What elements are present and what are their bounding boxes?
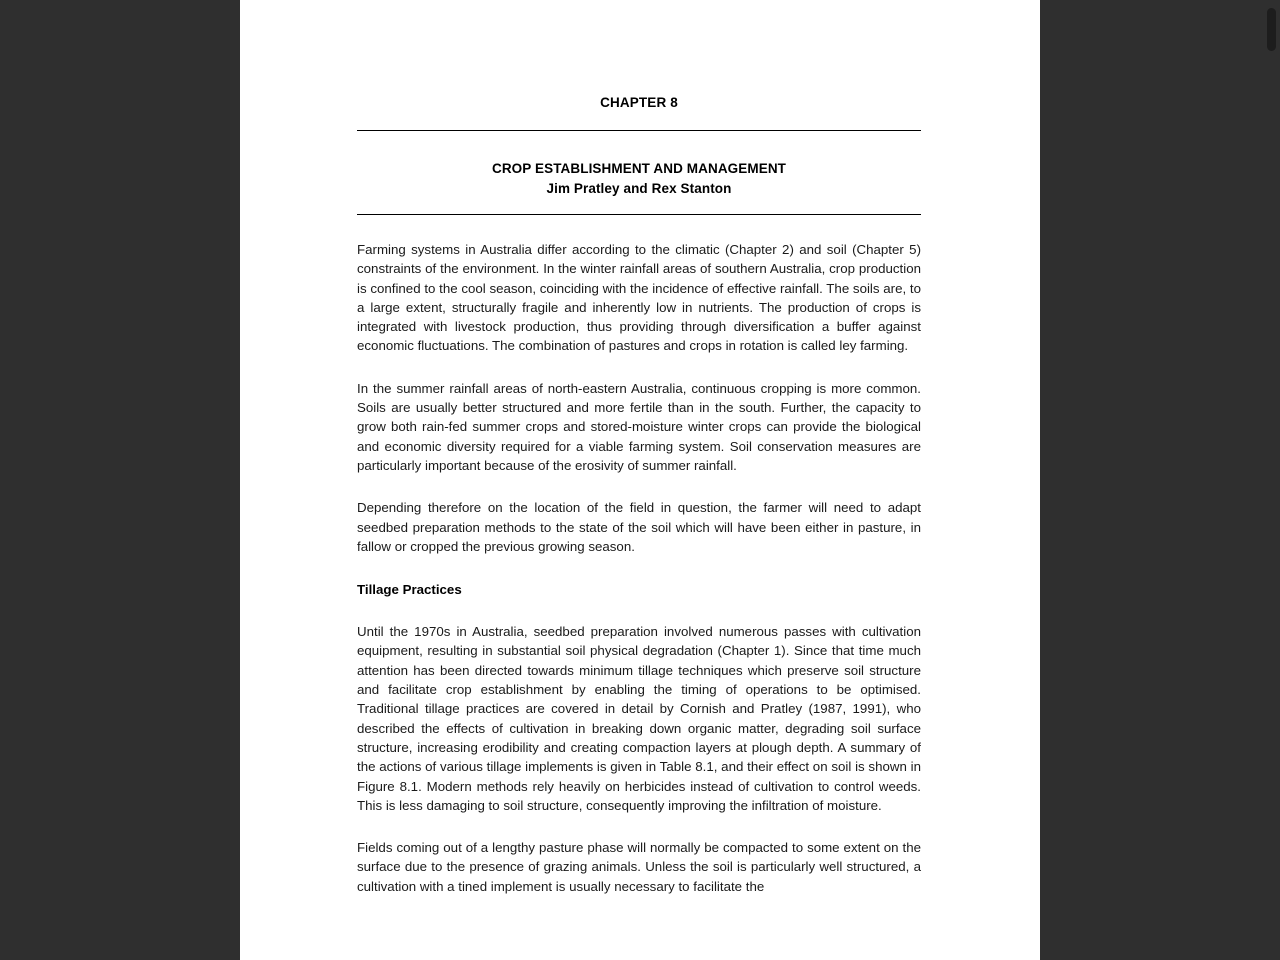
- body-paragraph: In the summer rainfall areas of north-eastern Australia, continuous cropping is more common. Soils are usually better structured and more fertile than in the south. Further, the capacity to grow both rain-fed summer crops and stored-moisture winter crops can provide the biological and economic diversity required for a viable farming system. Soil conservation measures are particularly important because of the erosivity of summer rainfall.: [357, 380, 921, 473]
- page-content-column: [357, 0, 921, 896]
- body-paragraph: Farming systems in Australia differ according to the climatic (Chapter 2) and soil (Chapter 5) constraints of the environment. In the winter rainfall areas of southern Australia, crop production is confined to the cool season, coinciding with the incidence of effective rainfall. The soils are, to a large extent, structurally fragile and inherently low in nutrients. The production of crops is integrated with livestock production, thus providing through diversification a buffer against economic fluctuations. The combination of pastures and crops in rotation is called ley farming.: [357, 242, 921, 354]
- authors-line: Jim Pratley and Rex Stanton: [546, 181, 732, 196]
- section-heading-tillage-practices: Tillage Practices: [357, 582, 462, 598]
- chapter-label: CHAPTER 8: [600, 95, 678, 110]
- scrollbar-thumb[interactable]: [1267, 8, 1276, 51]
- document-page: [240, 0, 1040, 960]
- body-paragraph: Fields coming out of a lengthy pasture phase will normally be compacted to some extent on the surface due to the presence of grazing animals. Unless the soil is particularly well structured, a cultivation with a tined implement is usually necessary to facilitate the: [357, 840, 921, 894]
- body-paragraph: Depending therefore on the location of the field in question, the farmer will need to adapt seedbed preparation methods to the state of the soil which will have been either in pasture, in fallow or cropped the previous growing season.: [357, 500, 921, 554]
- page-title: CROP ESTABLISHMENT AND MANAGEMENT: [491, 161, 787, 176]
- body-paragraph: Until the 1970s in Australia, seedbed preparation involved numerous passes with cultivation equipment, resulting in substantial soil physical degradation (Chapter 1). Since that time much attention has been directed towards minimum tillage techniques which preserve soil structure and facilitate crop establishment by enabling the timing of operations to be optimised. Traditional tillage practices are covered in detail by Cornish and Pratley (1987, 1991), who described the effects of cultivation in breaking down organic matter, degrading soil surface structure, increasing erodibility and creating compaction layers at plough depth. A summary of the actions of various tillage implements is given in Table 8.1, and their effect on soil is shown in Figure 8.1. Modern methods rely heavily on herbicides instead of cultivation to control weeds. This is less damaging to soil structure, consequently improving the infiltration of moisture.: [357, 624, 921, 813]
- vertical-scrollbar[interactable]: [1263, 0, 1280, 960]
